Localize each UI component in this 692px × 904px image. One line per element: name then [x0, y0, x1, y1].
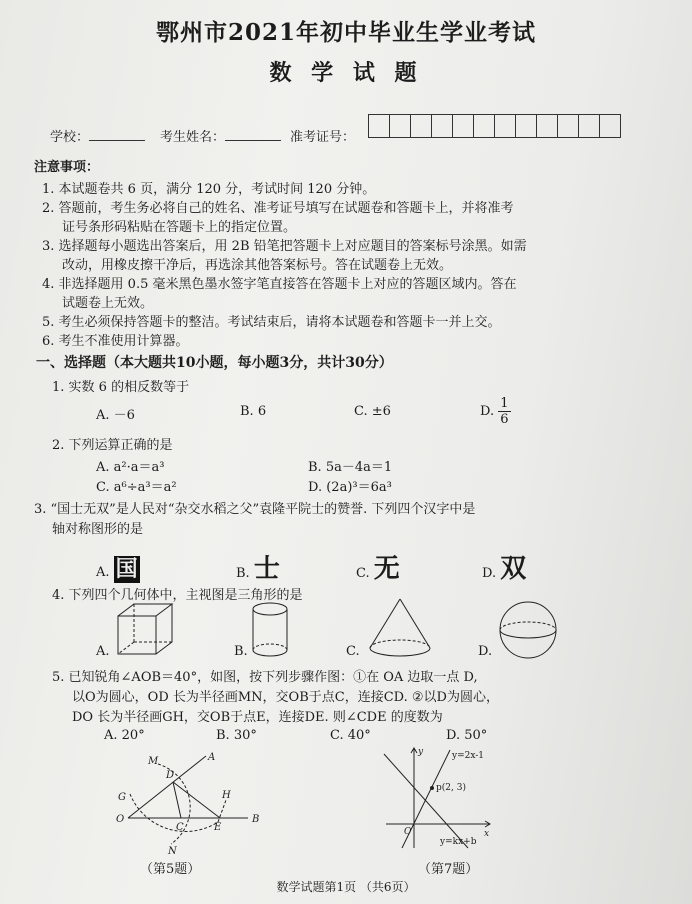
q2-option-b: B. 5a－4a＝1: [308, 460, 393, 475]
point-p: [430, 786, 434, 790]
id-number-boxes: [368, 114, 620, 138]
notice-item: 改动，用橡皮擦干净后，再选涂其他答案标号。答在试题卷上无效。: [62, 258, 453, 273]
id-box: [578, 114, 600, 138]
q3-stem-line1: 3. “国士无双”是人民对“杂交水稻之父”袁隆平院士的赞誉. 下列四个汉字中是: [34, 502, 476, 517]
q4-option-a: A.: [96, 644, 110, 659]
x-axis-label: x: [484, 829, 490, 839]
q4-option-c: C.: [346, 644, 360, 659]
q5-stem-line3: DO 长为半径画GH，交OB于点E，连接DE. 则∠CDE 的度数为: [72, 710, 443, 725]
origin-label: O: [404, 827, 412, 837]
label-G: G: [118, 792, 126, 803]
label-E: E: [214, 822, 222, 833]
q2-option-a: A. a²·a＝a³: [96, 460, 165, 475]
notice-item: 2. 答题前，考生务必将自己的姓名、准考证号填写在试题卷和答题卡上，并将准考: [42, 201, 514, 216]
ray-OA: [128, 756, 206, 818]
q3-option-c-label: C.: [356, 566, 370, 581]
q3-option-a: [96, 552, 140, 583]
q1-option-d: [480, 396, 511, 427]
id-box: [431, 114, 453, 138]
id-box: [494, 114, 516, 138]
school-field: [50, 126, 145, 145]
label-H: H: [222, 790, 231, 801]
q1-stem: 1. 实数 6 的相反数等于: [52, 380, 190, 395]
arc-MN: [158, 764, 190, 844]
q4-stem: 4. 下列四个几何体中，主视图是三角形的是: [52, 588, 303, 603]
q5-option-d: D. 50°: [446, 728, 488, 743]
q1-fraction: [498, 396, 510, 427]
notice-item: 5. 考生必须保持答题卡的整洁。考试结束后，请将本试题卷和答题卡一并上交。: [42, 315, 501, 330]
figure-7-caption: （第7题）: [418, 862, 479, 877]
q3-option-b: [236, 548, 280, 585]
id-box: [368, 114, 390, 138]
figure-7: [372, 744, 498, 856]
y-axis-label: y: [418, 747, 424, 757]
q2-option-d: D. (2a)³＝6a³: [308, 480, 392, 495]
line2-label: y=kx+b: [440, 837, 477, 847]
q3-option-d: [482, 548, 526, 585]
notice-item: 6. 考生不准使用计算器。: [42, 334, 189, 349]
q1-option-b: B. 6: [240, 404, 267, 419]
q3-option-b-label: B.: [236, 566, 250, 581]
figure-5-caption: （第5题）: [140, 862, 201, 877]
q5-stem-line2: 以O为圆心，OD 长为半径画MN，交OB于点C，连接CD. ②以D为圆心，: [72, 690, 499, 705]
label-C: C: [176, 822, 184, 833]
id-box: [473, 114, 495, 138]
section-heading: 一、选择题（本大题共10小题，每小题3分，共计30分）: [36, 355, 393, 371]
id-label: 准考证号：: [290, 130, 356, 145]
id-box: [557, 114, 579, 138]
notice-item: 证号条形码粘贴在答题卡上的指定位置。: [62, 220, 297, 235]
cube-figure: [112, 600, 182, 660]
sphere-figure: [496, 598, 560, 662]
q3-glyph-shuang: 双: [500, 554, 527, 584]
name-blank: [225, 128, 281, 141]
q5-option-a: A. 20°: [104, 728, 145, 743]
name-field: [160, 126, 281, 145]
figure-5: [108, 748, 268, 858]
label-B: B: [252, 814, 260, 825]
school-blank: [89, 128, 145, 141]
label-M: M: [148, 756, 159, 767]
q5-stem-line1: 5. 已知锐角∠AOB＝40°，如图，按下列步骤作图：①在 OA 边取一点 D,: [52, 670, 478, 685]
q3-option-c: [356, 548, 400, 585]
notice-item: 3. 选择题每小题选出答案后，用 2B 铅笔把答题卡上对应题目的答案标号涂黑。如需: [42, 239, 527, 254]
label-A: A: [208, 752, 216, 763]
name-label: 考生姓名：: [160, 130, 226, 145]
q5-option-b: B. 30°: [216, 728, 257, 743]
notice-item: 1. 本试题卷共 6 页，满分 120 分，考试时间 120 分钟。: [42, 182, 376, 197]
id-box: [452, 114, 474, 138]
q1-option-a: A. －6: [96, 408, 135, 423]
point-p-label: p(2, 3): [436, 783, 466, 793]
label-N: N: [168, 846, 177, 857]
cylinder-figure: [248, 600, 294, 662]
q2-stem: 2. 下列运算正确的是: [52, 438, 173, 453]
id-box: [389, 114, 411, 138]
q3-glyph-guo: 国: [115, 557, 138, 582]
line1-label: y=2x-1: [452, 751, 485, 761]
exam-subtitle: 数 学 试 题: [269, 60, 423, 86]
q1-option-d-label: D.: [480, 404, 495, 419]
notice-item: 试题卷上无效。: [62, 296, 154, 311]
notice-heading: 注意事项：: [34, 160, 100, 175]
id-box: [515, 114, 537, 138]
school-label: 学校：: [50, 130, 90, 145]
q3-option-d-label: D.: [482, 566, 497, 581]
q1-fraction-den: 6: [500, 412, 509, 427]
q4-option-b: B.: [234, 644, 248, 659]
arc-GH: [130, 794, 218, 831]
page-footer: 数学试题第1页 （共6页）: [276, 880, 416, 894]
q3-glyph-shi: 士: [253, 554, 280, 584]
label-O: O: [116, 814, 125, 825]
notice-item: 4. 非选择题用 0.5 毫米黑色墨水签字笔直接答在答题卡上对应的答题区域内。答在: [42, 277, 517, 292]
cone-figure: [366, 596, 434, 662]
id-box: [410, 114, 432, 138]
label-D: D: [166, 770, 175, 781]
id-box: [599, 114, 621, 138]
q3-glyph-wu: 无: [373, 554, 400, 584]
q3-stem-line2: 轴对称图形的是: [52, 522, 144, 537]
q3-option-a-label: A.: [96, 565, 110, 580]
line-y-kx-b: [384, 754, 468, 848]
q1-fraction-num: 1: [500, 396, 509, 411]
exam-title: 鄂州市2021年初中毕业生学业考试: [155, 19, 536, 46]
q2-option-c: C. a⁶÷a³＝a²: [96, 480, 177, 495]
q5-option-c: C. 40°: [330, 728, 371, 743]
q4-option-d: D.: [478, 644, 493, 659]
id-box: [536, 114, 558, 138]
q1-option-c: C. ±6: [354, 404, 391, 419]
